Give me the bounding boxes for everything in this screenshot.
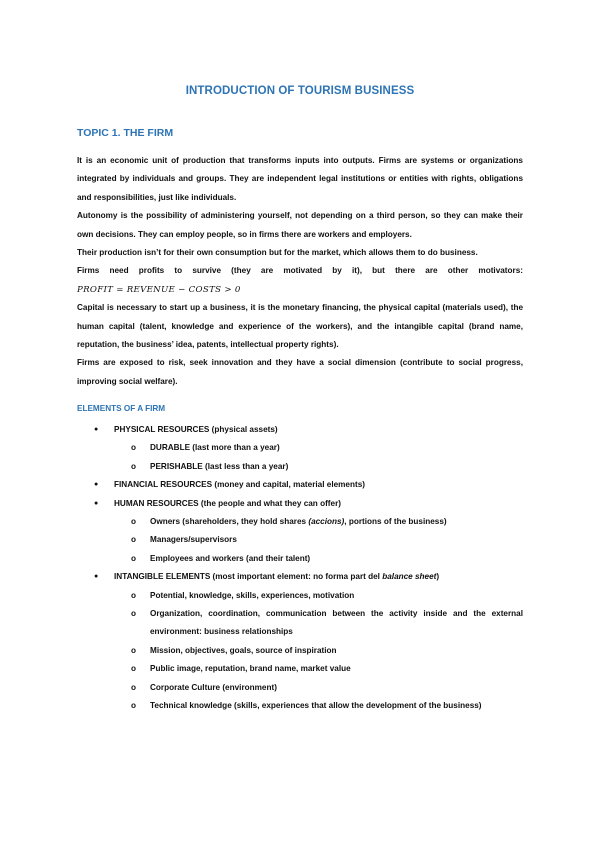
intangible-text-a: INTANGIBLE ELEMENTS (most important element: no forma part del — [114, 572, 383, 582]
list-item — [0, 697, 523, 715]
intangible-text-italic: balance sheet — [382, 572, 437, 582]
list-item — [0, 531, 523, 549]
sub-marker: o — [131, 443, 137, 453]
managers-item: Managers/supervisors — [150, 535, 237, 545]
profit-formula: PROFIT = REVENUE − COSTS > 0 — [77, 284, 241, 295]
list-item — [0, 660, 523, 678]
document-title: INTRODUCTION OF TOURISM BUSINESS — [185, 85, 415, 97]
list-item — [0, 587, 523, 605]
owners-item — [150, 513, 523, 531]
sub-marker: o — [131, 461, 137, 471]
sub-marker: o — [131, 645, 137, 655]
sub-marker: o — [131, 664, 137, 674]
intangible-elements-label — [114, 572, 439, 581]
potential-item: Potential, knowledge, skills, experiences, motivation — [150, 590, 355, 600]
list-item — [0, 421, 600, 439]
list-item — [0, 642, 523, 660]
mission-item: Mission, objectives, goals, source of inspiration — [150, 645, 337, 655]
organization-item: Organization, coordination, communication between the activity inside and the external environment: business relationships — [150, 609, 523, 637]
list-item — [0, 605, 523, 642]
intangible-text-b: ) — [436, 572, 440, 582]
topic-heading: TOPIC 1. THE FIRM — [77, 127, 174, 139]
list-item — [0, 439, 523, 457]
physical-resources-label: PHYSICAL RESOURCES (physical assets) — [114, 425, 278, 434]
owners-text-italic: (accions) — [308, 517, 345, 527]
employees-item: Employees and workers (and their talent) — [150, 553, 311, 563]
formula-line — [77, 281, 523, 299]
technical-knowledge-item: Technical knowledge (skills, experiences that allow the development of the business) — [150, 701, 482, 711]
sub-marker: o — [131, 609, 137, 619]
paragraph-risk: Firms are exposed to risk, seek innovation and they have a social dimension (contribute to social progress, improving social welfare). — [77, 358, 523, 386]
public-image-item: Public image, reputation, brand name, market value — [150, 664, 351, 674]
bullet-marker: ● — [94, 573, 99, 581]
sub-marker: o — [131, 553, 137, 563]
sub-marker: o — [131, 701, 137, 711]
bullet-marker: ● — [94, 499, 99, 507]
perishable-item: PERISHABLE (last less than a year) — [150, 461, 289, 471]
financial-resources-label: FINANCIAL RESOURCES (money and capital, material elements) — [114, 480, 365, 490]
owners-text-a: Owners (shareholders, they hold shares — [150, 517, 309, 527]
paragraph-definition: It is an economic unit of production that transforms inputs into outputs. Firms are systems or organizations integrated by individuals and groups. They are independent legal institutions or entities with rights, obligations and responsibilities, just like individuals. — [77, 156, 523, 202]
bullet-marker: ● — [94, 481, 99, 489]
sub-marker: o — [131, 590, 137, 600]
sub-marker: o — [131, 535, 137, 545]
list-item — [0, 513, 523, 531]
paragraph-capital: Capital is necessary to start up a business, it is the monetary financing, the physical capital (materials used), the human capital (talent, knowledge and experience of the workers), and the intangible capital (brand name, reputation, the business’ idea, patents, intellectual property rights). — [77, 303, 523, 350]
sub-marker: o — [131, 682, 137, 692]
list-item — [0, 568, 600, 586]
corporate-culture-item: Corporate Culture (environment) — [150, 682, 277, 692]
list-item — [0, 458, 523, 476]
elements-list — [0, 421, 600, 716]
owners-text-b: , portions of the business) — [344, 517, 447, 527]
human-resources-label: HUMAN RESOURCES (the people and what they can offer) — [114, 498, 341, 508]
list-item — [0, 679, 523, 697]
durable-item: DURABLE (last more than a year) — [150, 443, 280, 453]
list-item — [0, 476, 600, 494]
list-item — [0, 550, 523, 568]
paragraph-production: Their production isn’t for their own consumption but for the market, which allows them to do business. — [77, 248, 478, 258]
section-heading: ELEMENTS OF A FIRM — [77, 404, 166, 413]
paragraph-autonomy: Autonomy is the possibility of administering yourself, not depending on a third person, so they can make their own decisions. They can employ people, so in firms there are workers and employers. — [77, 211, 523, 239]
intro-text — [77, 152, 523, 391]
list-item — [0, 495, 600, 513]
bullet-marker: ● — [94, 426, 99, 433]
paragraph-profits: Firms need profits to survive (they are motivated by it), but there are other motivators: — [77, 266, 523, 276]
sub-marker: o — [131, 517, 137, 527]
